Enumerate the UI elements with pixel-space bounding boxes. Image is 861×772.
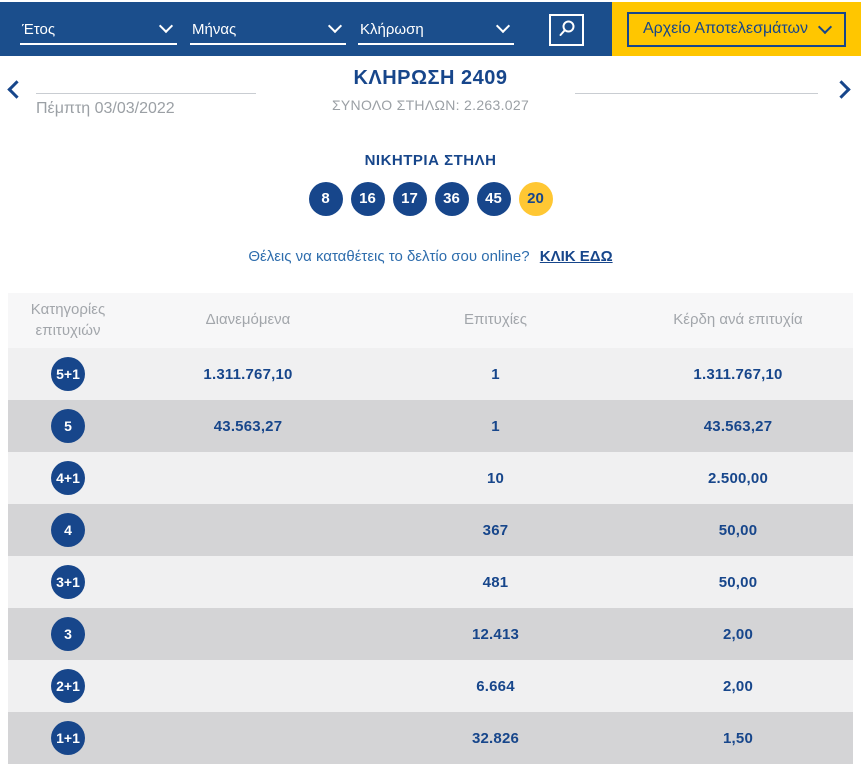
archive-results-button[interactable] (627, 12, 846, 47)
table-row (8, 452, 853, 504)
winners-value: 1 (491, 365, 500, 383)
category-cell (8, 357, 128, 391)
winning-column-title: ΝΙΚΗΤΡΙΑ ΣΤΗΛΗ (364, 152, 497, 169)
winning-number-ball: 17 (393, 182, 427, 216)
winners-value: 481 (482, 573, 509, 591)
category-badge: 5+1 (51, 357, 85, 391)
search-button[interactable] (549, 14, 584, 46)
archive-zone (612, 2, 861, 56)
search-icon (557, 19, 577, 42)
distributed-value: 1.311.767,10 (203, 365, 293, 383)
chevron-down-icon (496, 19, 510, 33)
winning-number-ball: 8 (309, 182, 343, 216)
month-select[interactable] (190, 15, 346, 45)
category-cell (8, 513, 128, 547)
draw-select-label: Κλήρωση (360, 20, 424, 38)
results-table-body (8, 348, 853, 764)
category-badge: 3+1 (51, 565, 85, 599)
winning-number-ball: 16 (351, 182, 385, 216)
online-cta (0, 248, 861, 265)
archive-results-label: Αρχείο Αποτελεσμάτων (643, 19, 808, 37)
header-winners: Επιτυχίες (464, 311, 527, 329)
category-cell (8, 669, 128, 703)
winning-number-ball: 45 (477, 182, 511, 216)
draw-date: Πέμπτη 03/03/2022 (36, 100, 175, 117)
draw-title: ΚΛΗΡΩΣΗ 2409 (353, 67, 508, 89)
draw-header (0, 56, 861, 134)
winners-value: 1 (491, 417, 500, 435)
online-cta-text: Θέλεις να καταθέτεις το δελτίο σου online? (248, 248, 530, 265)
prize-value: 1.311.767,10 (693, 365, 783, 383)
prize-value: 43.563,27 (703, 417, 773, 435)
click-here-link[interactable]: ΚΛΙΚ ΕΔΩ (539, 248, 613, 265)
table-row (8, 400, 853, 452)
category-badge: 2+1 (51, 669, 85, 703)
category-cell (8, 617, 128, 651)
chevron-down-icon (328, 19, 342, 33)
prize-value: 1,50 (723, 729, 753, 747)
winners-value: 32.826 (471, 729, 520, 747)
table-row (8, 660, 853, 712)
month-select-label: Μήνας (192, 20, 237, 38)
prize-value: 50,00 (718, 521, 758, 539)
year-select[interactable] (20, 15, 177, 45)
table-row (8, 504, 853, 556)
category-cell (8, 721, 128, 755)
results-table (8, 293, 853, 764)
category-badge: 5 (51, 409, 85, 443)
table-row (8, 348, 853, 400)
chevron-right-icon (832, 80, 850, 98)
draw-select[interactable] (358, 15, 514, 45)
table-row (8, 608, 853, 660)
category-badge: 3 (51, 617, 85, 651)
category-badge: 1+1 (51, 721, 85, 755)
distributed-value: 43.563,27 (213, 417, 283, 435)
prize-value: 2,00 (723, 625, 753, 643)
winners-value: 6.664 (476, 677, 515, 695)
category-cell (8, 565, 128, 599)
category-cell (8, 409, 128, 443)
winning-number-ball: 36 (435, 182, 469, 216)
winning-numbers (0, 182, 861, 216)
category-cell (8, 461, 128, 495)
header-distributed: Διανεμόμενα (205, 311, 291, 329)
winners-value: 367 (482, 521, 509, 539)
divider-line (575, 93, 818, 94)
results-table-header (8, 293, 853, 348)
prize-value: 50,00 (718, 573, 758, 591)
header-categories: Κατηγορίες επιτυχιών (30, 301, 106, 339)
category-badge: 4 (51, 513, 85, 547)
chevron-down-icon (159, 19, 173, 33)
filter-bar (0, 2, 861, 56)
next-draw-button[interactable] (835, 83, 848, 99)
header-prize-per-win: Κέρδη ανά επιτυχία (673, 311, 803, 329)
prize-value: 2.500,00 (708, 469, 768, 487)
divider-line (36, 93, 256, 94)
category-badge: 4+1 (51, 461, 85, 495)
table-row (8, 712, 853, 764)
winners-value: 10 (486, 469, 505, 487)
joker-number-ball: 20 (519, 182, 553, 216)
prize-value: 2,00 (723, 677, 753, 695)
chevron-down-icon (818, 19, 832, 33)
year-select-label: Έτος (22, 20, 56, 38)
winning-column-section (0, 152, 861, 216)
table-row (8, 556, 853, 608)
winners-value: 12.413 (471, 625, 520, 643)
total-columns: ΣΥΝΟΛΟ ΣΤΗΛΩΝ: 2.263.027 (331, 97, 530, 113)
